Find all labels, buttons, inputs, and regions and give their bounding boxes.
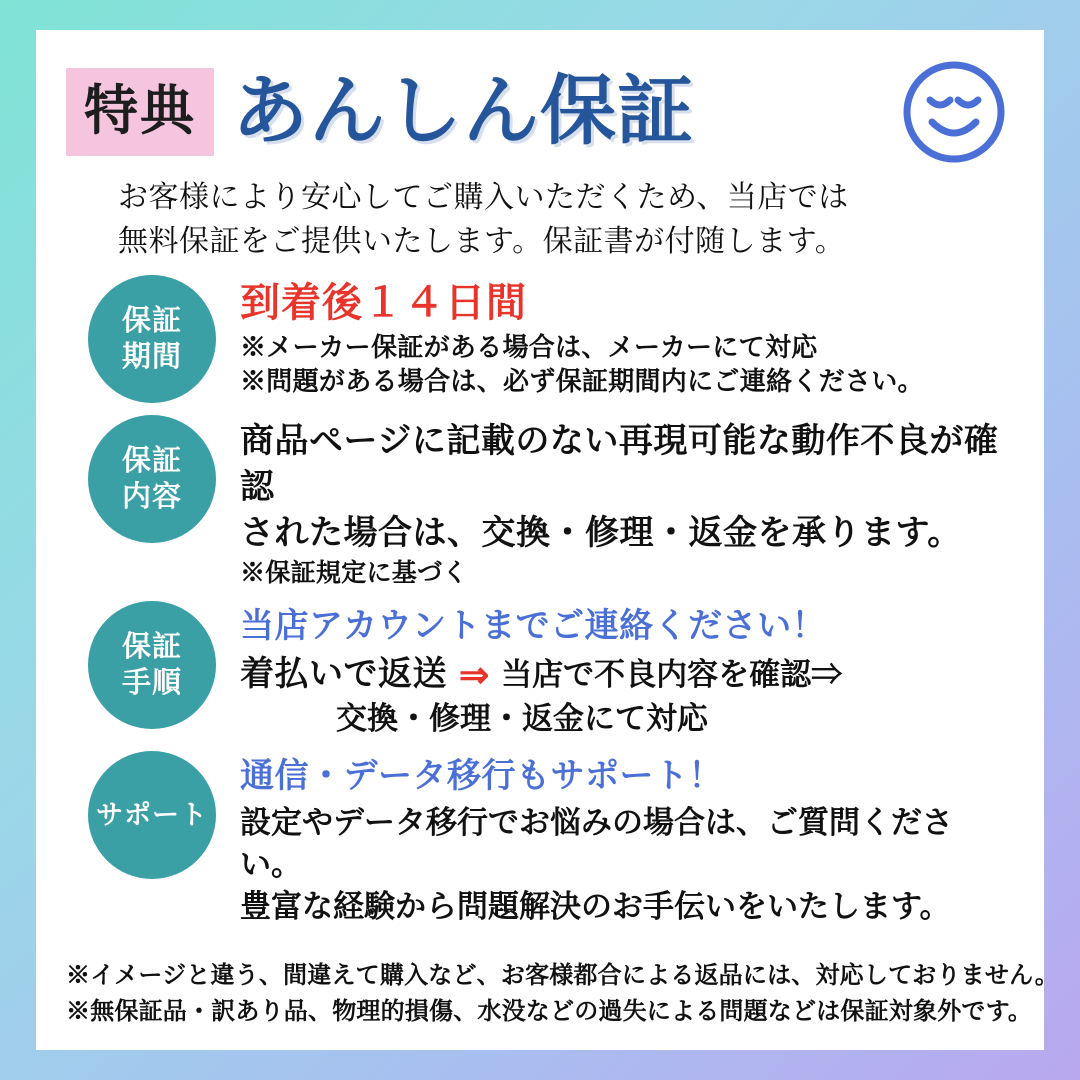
row-warranty-content — [66, 415, 1014, 589]
warranty-period-note-2: ※問題がある場合は、必ず保証期間内にご連絡ください。 — [240, 365, 924, 396]
support-heading: 通信・データ移行もサポート！ — [240, 757, 723, 796]
pill-label-line-1: 保証 — [121, 444, 182, 477]
smiley-face-icon — [902, 60, 1006, 164]
procedure-step-1: 着払いで返送 — [240, 654, 447, 693]
footer-note-1: ※イメージと違う、間違えて購入など、お客様都合による返品には、対応しておりません。 — [66, 962, 1059, 989]
header — [66, 58, 1014, 166]
white-card — [36, 30, 1059, 1050]
pill-warranty-period — [88, 275, 216, 403]
pill-label-line-1: 保証 — [121, 304, 182, 337]
row-body — [240, 751, 1014, 927]
benefit-badge: 特典 — [66, 68, 214, 156]
row-support — [66, 751, 1014, 927]
procedure-heading: 当店アカウントまでご連絡ください！ — [240, 607, 827, 646]
intro-line-1: お客様により安心してご購入いただくため、当店では — [118, 181, 849, 214]
intro-line-2: 無料保証をご提供いたします。保証書が付随します。 — [118, 224, 846, 258]
page-title: あんしん保証 — [232, 69, 694, 154]
pill-warranty-procedure — [88, 601, 216, 729]
row-body — [240, 415, 1014, 589]
warranty-content-note: ※保証規定に基づく — [240, 558, 468, 587]
pill-warranty-content — [88, 415, 216, 543]
row-warranty-period — [66, 275, 1014, 403]
pill-label-line-2: 内容 — [121, 481, 182, 513]
row-body — [240, 275, 1014, 399]
pill-label-line-1: 保証 — [121, 630, 182, 663]
warranty-content-line-2: された場合は、交換・修理・返金を承ります。 — [240, 513, 962, 552]
support-line-1: 設定やデータ移行でお悩みの場合は、ご質問ください。 — [240, 804, 953, 882]
pill-support — [88, 751, 216, 879]
procedure-step-3: 交換・修理・返金にて対応 — [336, 700, 708, 736]
row-body — [240, 601, 1014, 739]
procedure-step-2: 当店で不良内容を確認⇒ — [501, 656, 843, 692]
warranty-content-line-1: 商品ページに記載のない再現可能な動作不良が確認 — [240, 422, 999, 506]
support-line-2: 豊富な経験から問題解決のお手伝いをいたします。 — [240, 888, 951, 924]
warranty-rows — [66, 275, 1014, 927]
row-warranty-procedure — [66, 601, 1014, 739]
warranty-period-heading: 到着後１４日間 — [240, 281, 527, 325]
warranty-period-note-1: ※メーカー保証がある場合は、メーカーにて対応 — [240, 332, 818, 362]
footer-notes — [66, 958, 1059, 1030]
pill-label-line-2: 期間 — [121, 341, 182, 373]
pill-label-line-2: 手順 — [121, 667, 182, 700]
pill-label: サポート — [96, 799, 208, 830]
intro-text — [118, 176, 1014, 263]
footer-note-2: ※無保証品・訳あり品、物理的損傷、水没などの過失による問題などは保証対象外です。 — [66, 998, 1033, 1025]
procedure-flow — [240, 652, 1014, 698]
arrow-right-icon: ⇒ — [459, 653, 490, 695]
